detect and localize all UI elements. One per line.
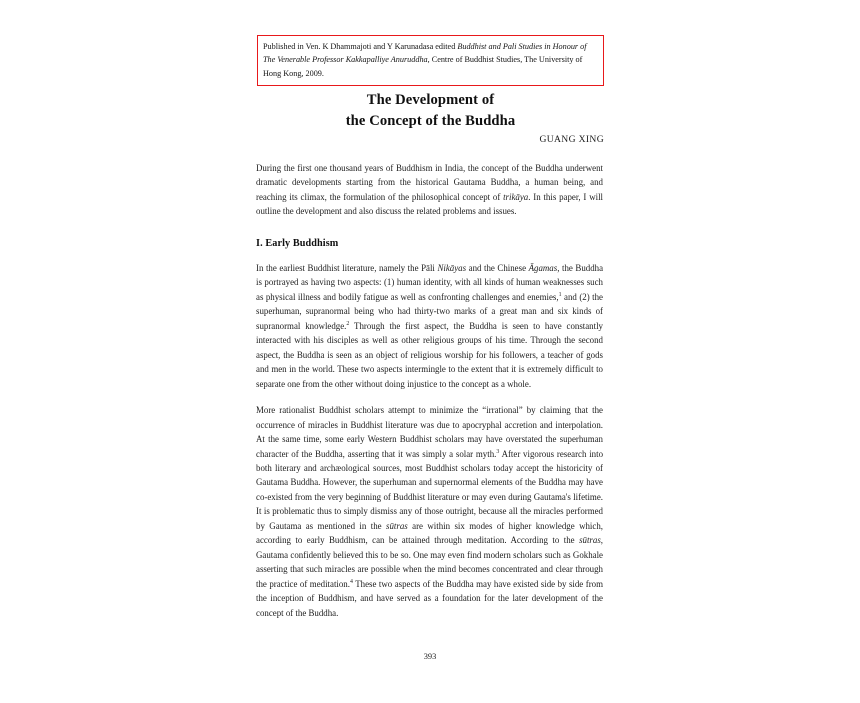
section-paragraph-2 (256, 403, 603, 620)
para1-text-c: , the Buddha is portrayed as having two aspects: (1) human identity, with all kinds of human weaknesses such as physical illness and bodily fatigue as well as confronting challenges and enemies, (256, 262, 604, 302)
footnote-marker-4[interactable]: 4 (349, 578, 353, 585)
citation-text-italic: Buddhist and Pali Studies in Honour of The Venerable Professor Kakkapalliye Anuruddha (263, 42, 587, 65)
para1-text-d: and (2) the superhuman, supranormal being who had thirty-two marks of a great man and six kinds of supranormal knowledge. (256, 291, 603, 331)
para1-italic-nikayas: Nikāyas (437, 262, 467, 273)
abstract-text-1: During the first one thousand years of Buddhism in India, the concept of the Buddha underwent dramatic developments starting from the historical Gautama Buddha, a human being, and reaching its climax, the formulation of the philosophical concept of (256, 163, 603, 202)
publication-citation-box (257, 35, 604, 86)
para1-text-b: and the Chinese (466, 262, 529, 273)
para2-italic-sutras-2: sūtras (579, 535, 601, 546)
para1-text-e: Through the first aspect, the Buddha is seen to have constantly interacted with his disciples as well as other religious groups of his time. Through the second aspect, the Buddha is seen as an object of religious worship for his followers, a teacher of gods and men in the world. These two aspects intermingle to the extent that it is extremely difficult to separate one from the other without doing injustice to the concept as a whole. (256, 320, 603, 389)
abstract-italic-trikaya: trikāya (503, 191, 529, 202)
section-paragraph-1 (256, 261, 603, 391)
page-title (257, 90, 604, 131)
para2-text-a: More rationalist Buddhist scholars attempt to minimize the “irrational” by claiming that the occurrence of miracles in Buddhist literature was due to apocryphal accretion and interpolation. At the same time, some early Western Buddhist scholars may have overstated the superhuman character of the Buddha, asserting that it was simply a solar myth. (256, 405, 603, 459)
title-line-2: the Concept of the Buddha (345, 112, 516, 129)
abstract-paragraph (256, 161, 603, 219)
abstract-text-2: . In this paper, I will outline the development and also discuss the related problems and issues. (256, 191, 603, 217)
citation-text-part-2: , Centre of Buddhist Studies, The University of Hong Kong, 2009. (263, 55, 583, 78)
citation-text-part-1: Published in Ven. K Dhammajoti and Y Karunadasa edited (263, 42, 458, 51)
section-heading-early-buddhism: I. Early Buddhism (256, 237, 339, 249)
footnote-marker-1[interactable]: 1 (558, 291, 562, 298)
author-name: GUANG XING (539, 134, 604, 145)
footnote-marker-2[interactable]: 2 (346, 320, 350, 327)
para1-italic-agamas: Āgamas (528, 262, 558, 273)
para2-text-b: After vigorous research into both literary and archæological sources, most Buddhist scholars today accept the historicity of Gautama Buddha. However, the superhuman and supernormal elements of the Buddha may have co-existed from the very beginning of Buddhist literature or may even during Gautama's lifetime. It is problematic thus to simply dismiss any of those outright, because all the miracles performed by Gautama as mentioned in the (256, 448, 604, 531)
para2-text-d: , Gautama confidently believed this to be so. One may even find modern scholars such as Gokhale asserting that such miracles are possible when the mind becomes concentrated and clear through the practice of meditation. (256, 535, 603, 589)
footnote-marker-3[interactable]: 3 (496, 448, 500, 455)
para2-text-c: are within six modes of higher knowledge which, according to early Buddhism, can be attained through meditation. According to the (256, 520, 603, 546)
para2-italic-sutras-1: sūtras (386, 520, 408, 531)
body-column (256, 161, 603, 620)
para2-text-e: These two aspects of the Buddha may have existed side by side from the inception of Buddhism, and have served as a foundation for the later development of the concept of the Buddha. (256, 578, 603, 618)
title-line-1: The Development of (366, 92, 495, 108)
page-number: 393 (423, 652, 437, 661)
para1-text-a: In the earliest Buddhist literature, namely the Pāli (256, 262, 438, 273)
